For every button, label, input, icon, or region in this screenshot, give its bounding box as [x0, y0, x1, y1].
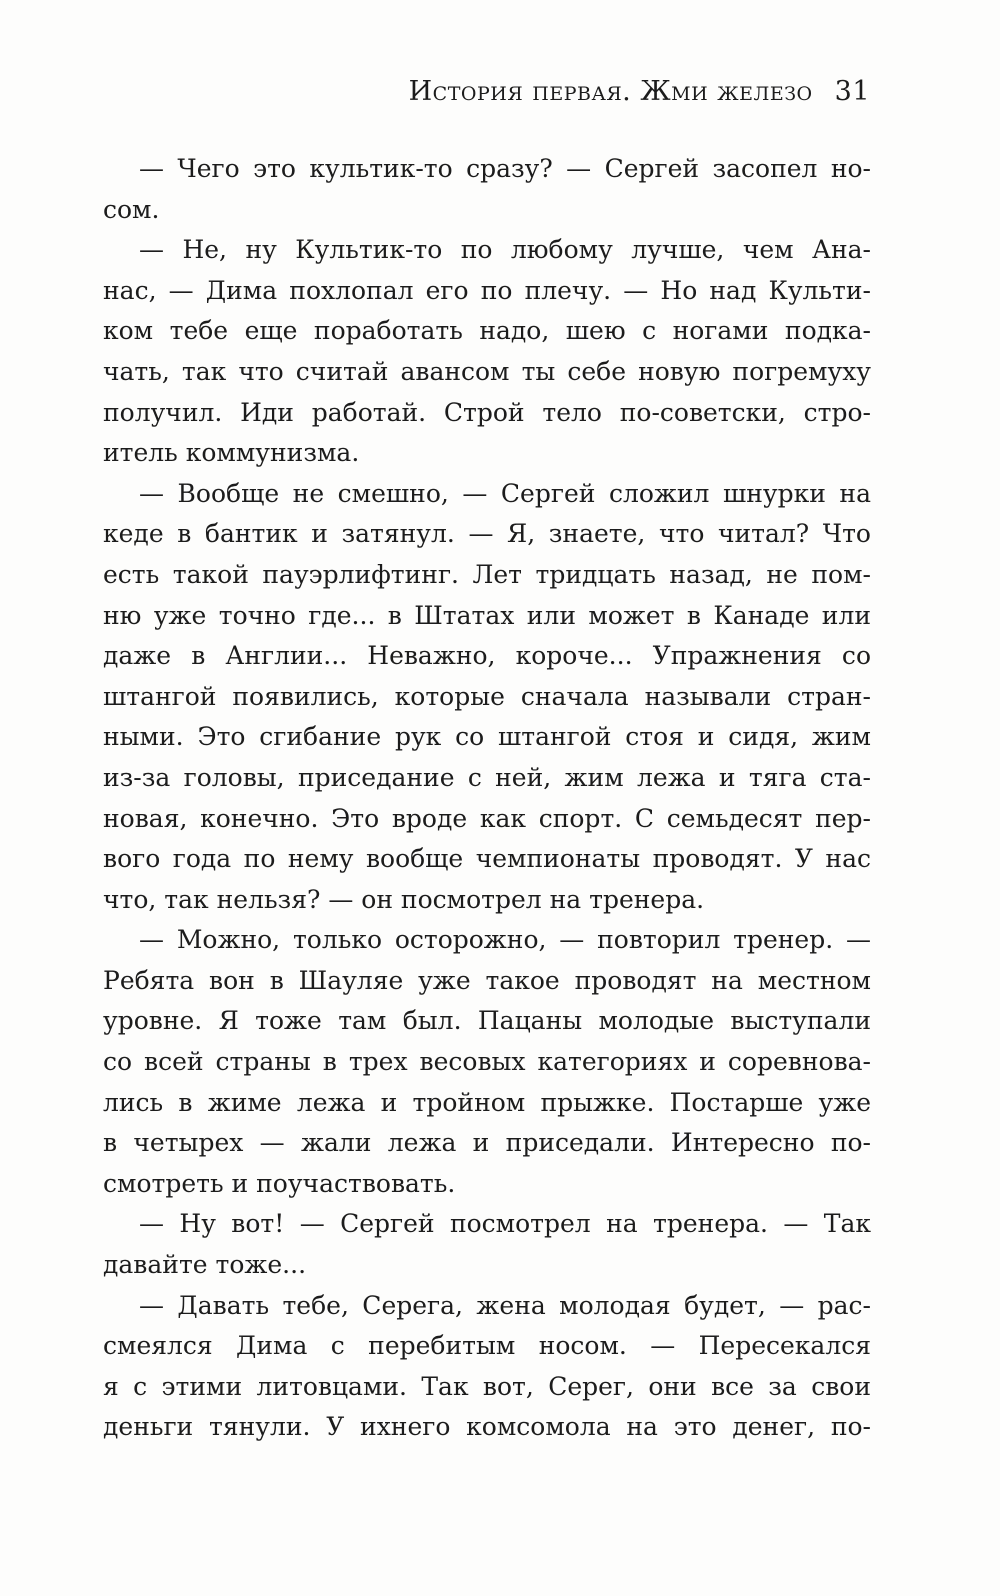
text-line: [103, 514, 871, 555]
text-line: [103, 311, 871, 352]
text-line-content: из-за головы, приседание с ней, жим лежа и тяга ста-: [103, 762, 871, 792]
running-header: [103, 72, 870, 112]
text-line: [103, 149, 871, 190]
text-line: [103, 1123, 871, 1164]
text-line: [103, 880, 871, 921]
text-line-content: итель коммунизма.: [103, 438, 360, 468]
text-line-content: ню уже точно где... в Штатах или может в Канаде или: [103, 600, 871, 630]
text-line-content: Ребята вон в Шауляе уже такое проводят на местном: [103, 965, 871, 995]
text-line: [103, 677, 871, 718]
text-line-content: сом.: [103, 194, 160, 224]
text-line: [103, 1204, 871, 1245]
text-line-content: ком тебе еще поработать надо, шею с ногами подка-: [103, 316, 871, 346]
text-line: [103, 758, 871, 799]
text-line: [103, 1286, 871, 1327]
text-line: [103, 555, 871, 596]
text-line-content: штангой появились, которые сначала называли стран-: [103, 681, 871, 711]
text-line: [103, 961, 871, 1002]
text-line: [103, 636, 871, 677]
page-number: 31: [834, 76, 870, 107]
text-line-content: — Не, ну Культик-то по любому лучше, чем Ана-: [139, 235, 871, 265]
text-line-content: нас, — Дима похлопал его по плечу. — Но над Культи-: [103, 275, 871, 305]
text-line-content: со всей страны в трех весовых категориях и соревнова-: [103, 1047, 871, 1077]
text-line: [103, 1367, 871, 1408]
text-line-content: кеде в бантик и затянул. — Я, знаете, что читал? Что: [103, 519, 871, 549]
text-line: [103, 433, 871, 474]
text-line: [103, 230, 871, 271]
text-line: [103, 1164, 871, 1205]
text-line-content: давайте тоже...: [103, 1250, 307, 1280]
text-line-content: новая, конечно. Это вроде как спорт. С семьдесят пер-: [103, 803, 871, 833]
body-text: [103, 149, 871, 1448]
text-line: [103, 271, 871, 312]
text-line-content: в четырех — жали лежа и приседали. Интересно по-: [103, 1128, 871, 1158]
text-line: [103, 839, 871, 880]
text-line-content: — Чего это культик-то сразу? — Сергей засопел но-: [139, 154, 871, 183]
text-line-content: я с этими литовцами. Так вот, Серег, они все за свои: [103, 1371, 871, 1401]
chapter-title: История первая. Жми железо: [408, 76, 813, 107]
text-line: [103, 1407, 871, 1448]
text-line-content: получил. Иди работай. Строй тело по-советски, стро-: [103, 397, 871, 427]
text-line: [103, 1245, 871, 1286]
text-line: [103, 596, 871, 637]
text-line-content: уровне. Я тоже там был. Пацаны молодые выступали: [103, 1006, 871, 1036]
text-line: [103, 393, 871, 434]
text-line-content: — Вообще не смешно, — Сергей сложил шнурки на: [139, 478, 871, 508]
text-line-content: — Можно, только осторожно, — повторил тренер. —: [139, 925, 871, 955]
text-line: [103, 717, 871, 758]
text-line-content: есть такой пауэрлифтинг. Лет тридцать назад, не пом-: [103, 559, 871, 589]
text-line: [103, 920, 871, 961]
text-line: [103, 799, 871, 840]
text-line: [103, 1001, 871, 1042]
text-line-content: даже в Англии... Неважно, короче... Упражнения со: [103, 641, 871, 671]
text-line-content: что, так нельзя? — он посмотрел на тренера.: [103, 884, 705, 914]
text-line: [103, 352, 871, 393]
text-line-content: чать, так что считай авансом ты себе новую погремуху: [103, 356, 871, 386]
text-line: [103, 1083, 871, 1124]
text-line: [103, 1326, 871, 1367]
text-line-content: ными. Это сгибание рук со штангой стоя и сидя, жим: [103, 722, 871, 752]
text-line-content: смеялся Дима с перебитым носом. — Пересекался: [103, 1331, 871, 1361]
text-line-content: — Давать тебе, Серега, жена молодая будет, — рас-: [139, 1290, 871, 1320]
text-line-content: смотреть и поучаствовать.: [103, 1168, 456, 1198]
text-line-content: деньги тянули. У ихнего комсомола на это денег, по-: [103, 1412, 871, 1442]
text-line: [103, 474, 871, 515]
text-line: [103, 190, 871, 231]
text-line-content: лись в жиме лежа и тройном прыжке. Постарше уже: [103, 1087, 871, 1117]
text-line-content: вого года по нему вообще чемпионаты проводят. У нас: [103, 844, 871, 874]
text-line-content: — Ну вот! — Сергей посмотрел на тренера. — Так: [139, 1209, 871, 1239]
text-line: [103, 1042, 871, 1083]
